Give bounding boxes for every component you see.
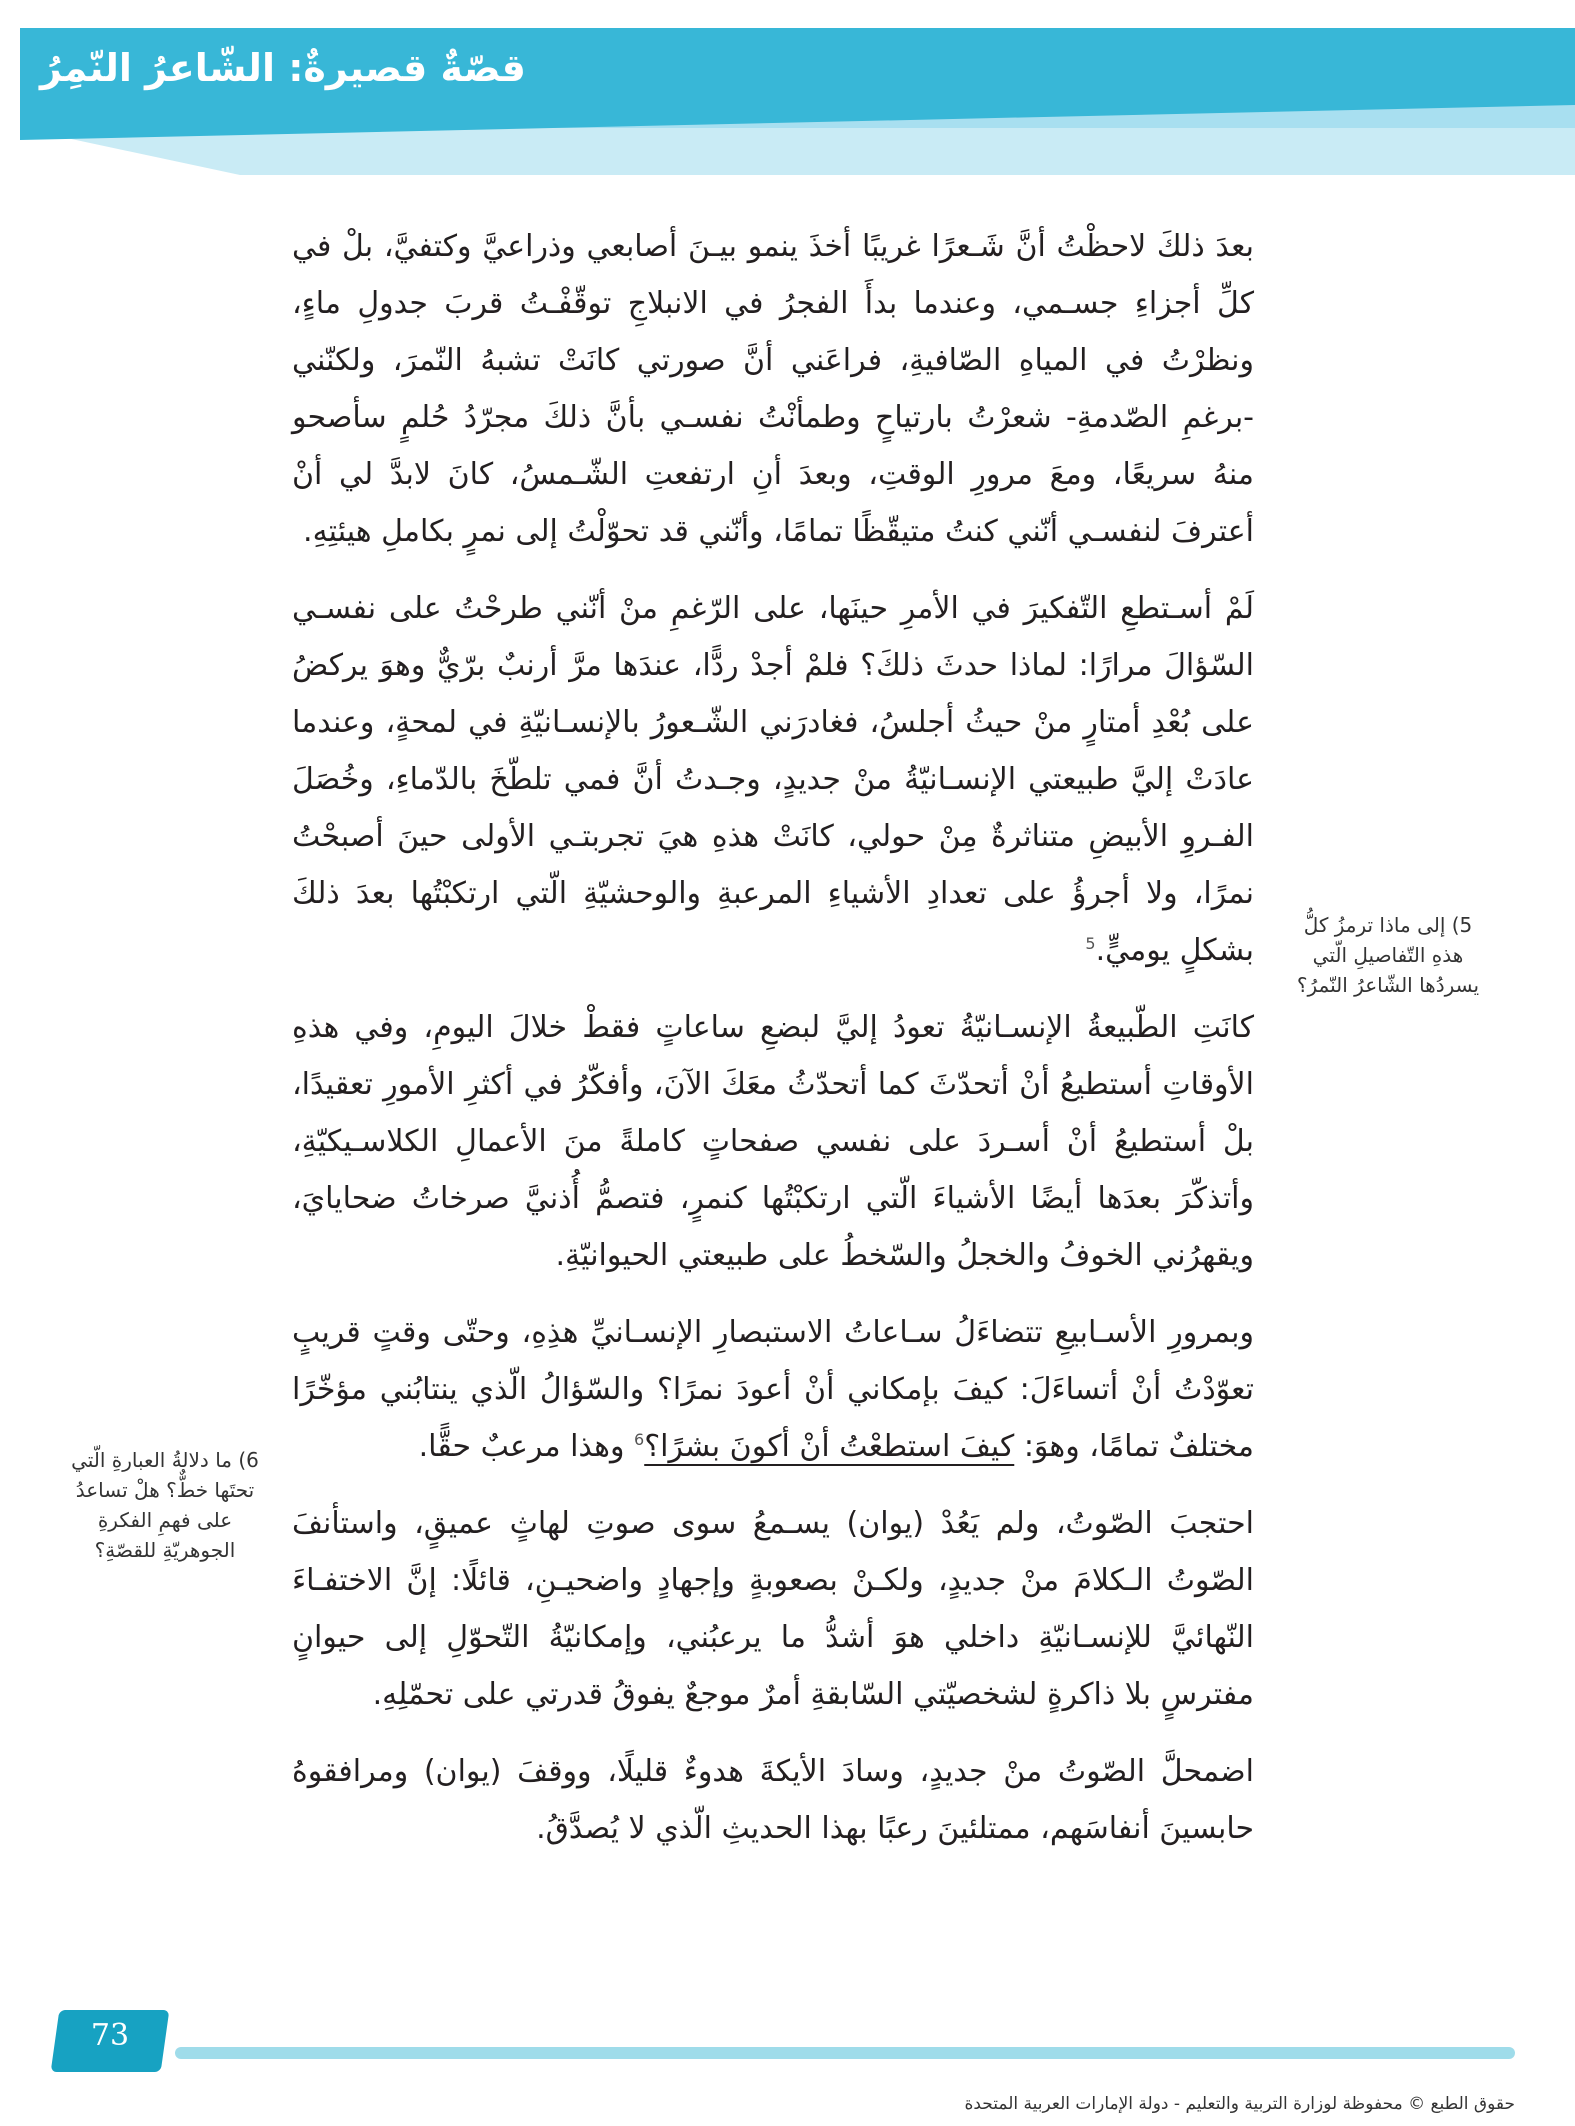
copyright-notice: حقوق الطبع © محفوظة لوزارة التربية والتعليم - دولة الإمارات العربية المتحدة bbox=[964, 2094, 1515, 2114]
story-paragraph-6: اضمحلَّ الصّوتُ منْ جديدٍ، وسادَ الأيكةَ هدوءٌ قليلًا، ووقفَ (يوان) ومرافقوهُ حابسينَ أنفاسَهم، ممتلئينَ رعبًا بهذا الحديثِ الّذي لا يُصدَّقُ. bbox=[292, 1754, 1254, 1846]
story-body bbox=[292, 218, 1254, 1877]
header-banner-shape bbox=[0, 0, 1575, 200]
footer-divider bbox=[175, 2047, 1515, 2059]
side-question-6: 6) ما دلالةُ العبارةِ الّتي تحتَها خطٌّ؟ هلْ تساعدُ على فهمِ الفكرةِ الجوهريّةِ للقصّةِ؟ bbox=[71, 1448, 259, 1562]
story-paragraph-4 bbox=[292, 1304, 1254, 1475]
story-paragraph-4-text: وبمرورِ الأسـابيعِ تتضاءَلُ سـاعاتُ الاستبصارِ الإنسـانيِّ هذِهِ، وحتّى وقتٍ قريبٍ تعوّدْتُ أنْ أتساءَلَ: كيفَ بإمكاني أنْ أعودَ نمرًا؟ والسّؤالُ الّذي ينتابُني مؤخّرًا مختلفٌ تمامًا، وهوَ: bbox=[292, 1315, 1254, 1464]
story-paragraph-4-tail: وهذا مرعبٌ حقًّا. bbox=[418, 1429, 625, 1464]
story-paragraph-2 bbox=[292, 580, 1254, 979]
question-marker-5: 5 bbox=[1085, 934, 1096, 953]
underlined-question: كيفَ استطعْتُ أنْ أكونَ بشرًا؟ bbox=[644, 1429, 1015, 1464]
story-paragraph-5: احتجبَ الصّوتُ، ولم يَعُدْ (يوان) يسـمعُ سوى صوتِ لهاثٍ عميقٍ، واستأنفَ الصّوتُ الـكلامَ منْ جديدٍ، ولكـنْ بصعوبةٍ وإجهادٍ واضحيـنِ، قائلًا: إنَّ الاختفـاءَ النّهائيَّ للإنسـانيّةِ داخلي هوَ أشدُّ ما يرعبُني، وإمكانيّةُ التّحوّلِ إلى حيوانٍ مفترسٍ بلا ذاكرةٍ لشخصيّتي السّابقةِ أمرٌ موجعٌ يفوقُ قدرتي على تحمّلِهِ. bbox=[292, 1506, 1254, 1712]
header-banner bbox=[0, 0, 1575, 200]
chapter-title: قصّةٌ قصيرةٌ: الشّاعرُ النّمِرُ bbox=[40, 46, 526, 90]
story-paragraph-2-text: لَمْ أسـتطعِ التّفكيرَ في الأمرِ حينَها، على الرّغمِ منْ أنّني طرحْتُ على نفسـي السّؤالَ مرارًا: لماذا حدثَ ذلكَ؟ فلمْ أجدْ ردًّا، عندَها مرَّ أرنبٌ برّيٌّ وهوَ يركضُ على بُعْدِ أمتارٍ منْ حيثُ أجلسُ، فغادرَني الشّـعورُ بالإنسـانيّةِ في لمحةٍ، وعندما عادَتْ إليَّ طبيعتي الإنسـانيّةُ منْ جديدٍ، وجـدتُ أنَّ فمي تلطّخَ بالدّماءِ، وخُصَلَ الفـروِ الأبيضِ متناثرةٌ مِنْ حولي، كانَتْ هذهِ هيَ تجربتـي الأولى حينَ أصبحْتُ نمرًا، ولا أجرؤُ على تعدادِ الأشياءِ المرعبةِ والوحشيّةِ الّتي ارتكبْتُها بعدَ ذلكَ بشكلٍ يوميٍّ. bbox=[292, 591, 1254, 968]
page-number: 73 bbox=[90, 2018, 130, 2053]
story-paragraph-3: كانَتِ الطّبيعةُ الإنسـانيّةُ تعودُ إليَّ لبضعِ ساعاتٍ فقطْ خلالَ اليومِ، وفي هذهِ الأوقاتِ أستطيعُ أنْ أتحدّثَ كما أتحدّثُ معَكَ الآنَ، وأفكّرُ في أكثرِ الأمورِ تعقيدًا، بلْ أستطيعُ أنْ أسـردَ على نفسي صفحاتٍ كاملةً منَ الأعمالِ الكلاسـيكيّةِ، وأتذكّرَ بعدَها أيضًا الأشياءَ الّتي ارتكبْتُها كنمرٍ، فتصمُّ أُذنيَّ صرخاتُ ضحايايَ، ويقهرُني الخوفُ والخجلُ والسّخطُ على طبيعتي الحيوانيّةِ. bbox=[292, 1010, 1254, 1273]
header-banner-lower-band bbox=[20, 128, 1575, 175]
story-paragraph-1: بعدَ ذلكَ لاحظْتُ أنَّ شَـعرًا غريبًا أخذَ ينمو بيـنَ أصابعي وذراعيَّ وكتفيَّ، بلْ في كلِّ أجزاءِ جسـمي، وعندما بدأَ الفجرُ في الانبلاجِ توقّفْـتُ قربَ جدولِ ماءٍ، ونظرْتُ في المياهِ الصّافيةِ، فراعَني أنَّ صورتي كانَتْ تشبهُ النّمرَ، ولكنّني -برغمِ الصّدمةِ- شعرْتُ بارتياحٍ وطمأنْتُ نفسـي بأنَّ ذلكَ مجرّدُ حُلمٍ سأصحو منهُ سريعًا، ومعَ مرورِ الوقتِ، وبعدَ أنِ ارتفعتِ الشّـمسُ، كانَ لابدَّ لي أنْ أعترفَ لنفسـي أنّني كنتُ متيقّظًا تمامًا، وأنّني قد تحوّلْتُ إلى نمرٍ بكاملِ هيئتِهِ. bbox=[292, 229, 1254, 549]
question-marker-6: 6 bbox=[634, 1430, 645, 1449]
side-question-5: 5) إلى ماذا ترمزُ كلُّ هذهِ التّفاصيلِ الّتي يسردُها الشّاعرُ النّمرُ؟ bbox=[1296, 913, 1480, 997]
